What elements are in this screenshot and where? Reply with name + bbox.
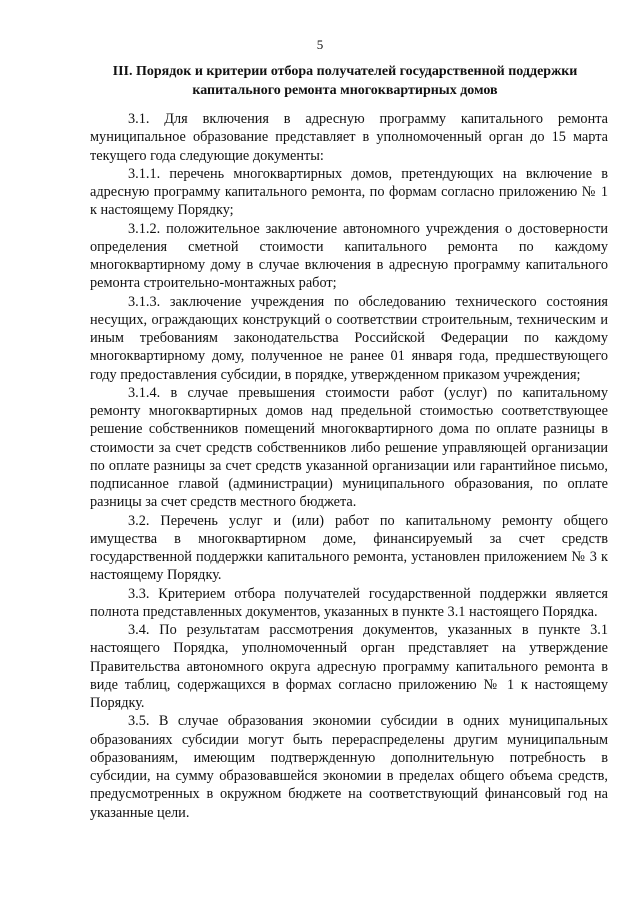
- paragraph-3-1-4: 3.1.4. в случае превышения стоимости работ (услуг) по капитальному ремонту многоквартирных домов над предельной стоимостью соответствующее решение собственников помещений многоквартирного дома по оплате разницы в стоимости за счет средств собственников либо решение управляющей организации по оплате разницы за счет средств указанной организации или гарантийное письмо, подписанное главой (администрации) муниципального образования, по оплате разницы за счет средств местного бюджета.: [90, 384, 608, 511]
- paragraph-3-2: 3.2. Перечень услуг и (или) работ по капитальному ремонту общего имущества в многоквартирном доме, финансируемый за счет средств государственной поддержки капитального ремонта, установлен приложением № 3 к настоящему Порядку.: [90, 512, 608, 584]
- paragraph-3-5: 3.5. В случае образования экономии субсидии в одних муниципальных образованиях субсидии могут быть перераспределены другим муниципальным образованиям, имеющим подтвержденную дополнительную потребность в субсидии, на сумму образовавшейся экономии в пределах общего объема средств, предусмотренных в окружном бюджете на соответствующий финансовый год на указанные цели.: [90, 713, 608, 821]
- paragraph-3-1-3: 3.1.3. заключение учреждения по обследованию технического состояния несущих, ограждающих конструкций о соответствии строительным, техническим и иным требованиям законодательства Российской Федерации по каждому многоквартирному дому, полученное не ранее 01 января года, предшествующего году предоставления субсидии, в порядке, утвержденном приказом учреждения;: [90, 293, 608, 383]
- page-number: 5: [316, 37, 324, 52]
- document-body: [90, 110, 608, 822]
- paragraph-3-4: 3.4. По результатам рассмотрения документов, указанных в пункте 3.1 настоящего Порядка, уполномоченный орган представляет на утверждение Правительства автономного округа адресную программу капитального ремонта в виде таблиц, содержащихся в формах согласно приложению № 1 к настоящему Порядку.: [90, 622, 608, 711]
- section-title: III. Порядок и критерии отбора получателей государственной поддержки капитального ремонта многоквартирных домов: [112, 64, 578, 98]
- paragraph-3-3: 3.3. Критерием отбора получателей государственной поддержки является полнота представленных документов, указанных в пункте 3.1 настоящего Порядка.: [90, 585, 608, 620]
- paragraph-3-1: 3.1. Для включения в адресную программу капитального ремонта муниципальное образование представляет в уполномоченный орган до 15 марта текущего года следующие документы:: [90, 111, 608, 164]
- paragraph-3-1-2: 3.1.2. положительное заключение автономного учреждения о достоверности определения сметной стоимости капитального ремонта по каждому многоквартирному дому в случае включения в адресную программу капитального ремонта строительно-монтажных работ;: [90, 220, 608, 292]
- paragraph-3-1-1: 3.1.1. перечень многоквартирных домов, претендующих на включение в адресную программу капитального ремонта, по формам согласно приложению № 1 к настоящему Порядку;: [90, 165, 608, 219]
